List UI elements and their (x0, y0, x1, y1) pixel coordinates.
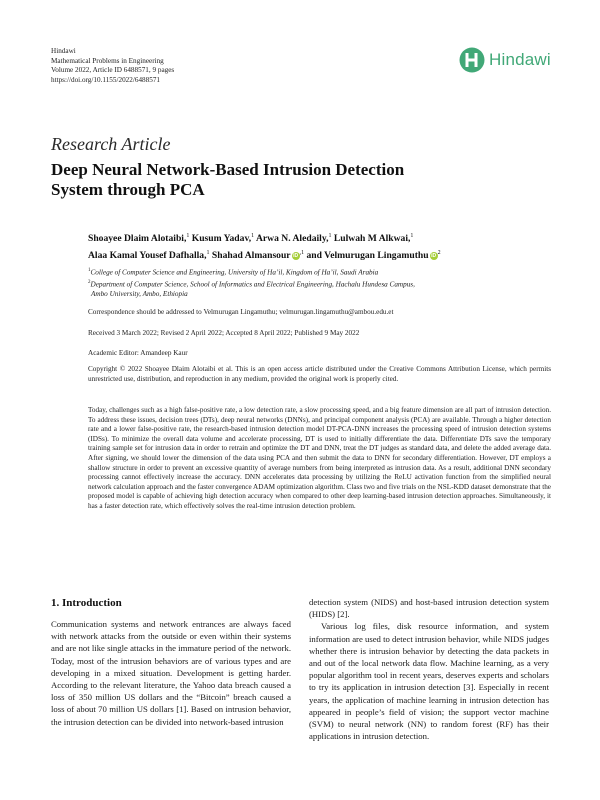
orcid-icon[interactable]: iD (293, 253, 299, 260)
author-name[interactable]: Arwa N. Aledaily, (256, 233, 329, 245)
author-line-2: Alaa Kamal Yousef Dafhalla,$^1$ Shahad Almansour iD $^{,1}$ and Velmurugan Lingamuthu iD $^2$ (88, 250, 441, 262)
author-name[interactable]: Shahad Almansour (211, 250, 291, 262)
academic-editor: Academic Editor: Amandeep Kaur (88, 349, 188, 357)
section-heading: 1. Introduction (51, 597, 122, 609)
author-name[interactable]: and Velmurugan Lingamuthu (306, 250, 429, 262)
journal-name: Mathematical Problems in Engineering (51, 56, 164, 65)
author-list (88, 229, 558, 263)
affiliation-1: $^1$College of Computer Science and Engineering, University of Ha’il, Kingdom of Ha’il, Saudi Arabia (88, 268, 379, 277)
publication-dates: Received 3 March 2022; Revised 2 April 2022; Accepted 8 April 2022; Published 9 May 2022 (88, 329, 360, 337)
author-name[interactable]: Lulwah M Alkwai, (333, 233, 411, 245)
paragraph: Communication systems and network entrances are always faced with network attacks from the outside or even within their systems and are not like single attacks in the immature period of the network. Today, most of the intrusion behaviors are of various types and are developing in a mixed situation. Development is getting harder. According to the relevant literature, the Yahoo data breach caused a loss of 350 million US dollars and the “Bitcoin” breach caused a loss of about 70 million US dollars [1]. Based on intrusion behavior, the intrusion detection can be divided into network-based intrusion (51, 619, 291, 727)
journal-header (51, 47, 174, 85)
author-line-1: Shoayee Dlaim Alotaibi,$^1$ Kusum Yadav,$^1$ Arwa N. Aledaily,$^1$ Lulwah M Alkwai,$^1$ (88, 233, 414, 245)
abstract: Today, challenges such as a high false-positive rate, a low detection rate, a slow processing speed, and a big feature dimension are all part of intrusion detection. To address these issues, decision trees (DTs), deep neural networks (DNNs), and principal component analysis (PCA) are available. Through a higher detection rate and a lower false-positive rate, the research-based intrusion detection model DT-PCA-DNN increases the processing speed of intrusion detection systems (IDSs). To minimize the overall data volume and accelerate processing, DT is used to initially differentiate the data. Differentiate DTs save the temporary training sample set for intrusion data in order to retrain and optimize the DT and DNN, treat the DT judges as standard data, and delete the added average data. After signing, we should lower the dimension of the data using PCA and then submit the data to DNN for secondary differentiation. However, DT employs a shallow structure in order to prevent an excessive quantity of average numbers from being interpreted as intrusion data. As a result, additional DNN secondary processing cannot effectively increase the accuracy. DNN accelerates data processing by utilizing the ReLU activation function from the simplified neural network calculation approach and the faster convergence ADAM optimization algorithm. Class two and five trials on the NSL-KDD dataset demonstrate that the proposed model is capable of achieving high detection accuracy when compared to other deep learning-based intrusion detection approaches. Simultaneously, it has a faster detection rate, which effectively solves the real-time intrusion detection problem. (88, 406, 551, 510)
author-name[interactable]: Kusum Yadav, (191, 233, 252, 245)
copyright-notice: Copyright © 2022 Shoayee Dlaim Alotaibi et al. This is an open access article distributed under the Creative Commons Attribution License, which permits unrestricted use, distribution, and reproduction in any medium, provided the original work is properly cited. (88, 365, 551, 383)
hindawi-logo[interactable] (459, 47, 551, 73)
doi-link[interactable]: https://doi.org/10.1155/2022/6488571 (51, 75, 161, 84)
paragraph: detection system (NIDS) and host-based intrusion detection system (HIDS) [2]. (309, 597, 549, 620)
author-name[interactable]: Alaa Kamal Yousef Dafhalla, (88, 250, 207, 262)
affiliations (88, 266, 558, 300)
title-line-2: System through PCA (51, 179, 205, 199)
affiliation-2: $^2$Department of Computer Science, School of Informatics and Electrical Engineering, Hachalu Hundesa Campus, (88, 279, 415, 289)
article-type: Research Article (51, 134, 171, 154)
paper-title (51, 160, 491, 199)
title-line-1: Deep Neural Network-Based Intrusion Detection (51, 160, 405, 179)
orcid-icon[interactable]: iD (431, 253, 437, 260)
affiliation-2-cont: Ambo University, Ambo, Ethiopia (91, 289, 188, 298)
volume-info: Volume 2022, Article ID 6488571, 9 pages (51, 66, 175, 75)
body-column-right (309, 596, 549, 742)
body-column-left (51, 618, 291, 728)
correspondence: Correspondence should be addressed to Velmurugan Lingamuthu; velmurugan.lingamuthu@ambou.edu.et (88, 308, 394, 316)
author-name[interactable]: Shoayee Dlaim Alotaibi, (88, 233, 187, 245)
hindawi-logo-icon (459, 47, 485, 73)
publisher-name: Hindawi (51, 47, 76, 55)
logo-text: Hindawi (489, 50, 551, 69)
paragraph: Various log files, disk resource information, and system information are used to detect intrusion behavior, while NIDS judges whether there is intrusion behavior by detecting the data packets in and out of the local network data flow. Machine learning, as a very popular algorithm tool in recent years, deserves experts and scholars to try its application in intrusion detection [3]. Especially in recent years, the application of machine learning in intrusion detection has appeared in people’s field of vision; the support vector machine (SVM) to neural network (NN) to random forest (RF) has their applications in intrusion detection. (309, 621, 549, 742)
